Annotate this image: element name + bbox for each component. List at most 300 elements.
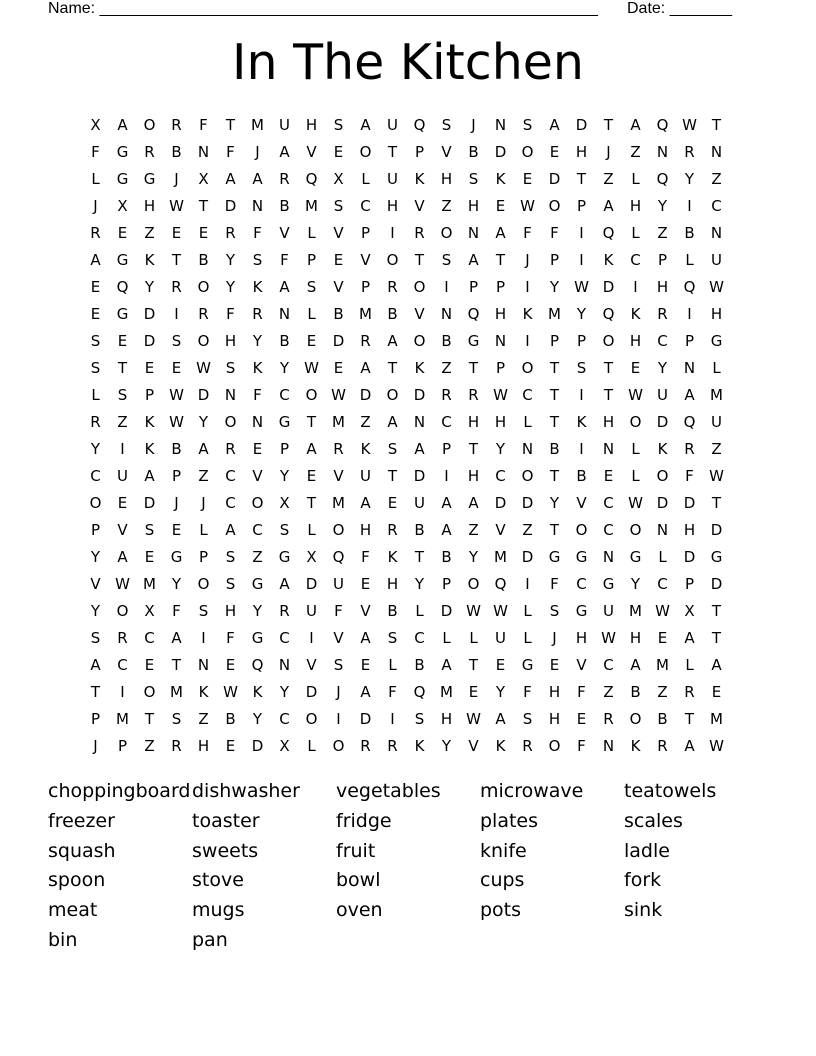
grid-letter: R [468, 385, 479, 404]
grid-letter: E [171, 223, 182, 242]
grid-letter: Z [441, 358, 452, 377]
word-bank-item: scales [624, 809, 683, 832]
grid-letter: J [174, 493, 179, 512]
grid-letter: R [171, 277, 182, 296]
grid-letter: Y [90, 439, 101, 458]
grid-letter: O [143, 115, 156, 134]
grid-letter: H [386, 196, 399, 215]
grid-letter: K [144, 412, 155, 431]
grid-letter: X [90, 115, 101, 134]
grid-letter: B [549, 439, 560, 458]
grid-letter: G [143, 169, 156, 188]
grid-letter: T [468, 439, 479, 458]
grid-letter: V [495, 520, 506, 539]
grid-letter: P [684, 331, 695, 350]
grid-letter: B [630, 682, 641, 701]
grid-letter: O [332, 736, 345, 755]
word-bank-item: sweets [192, 839, 259, 862]
grid-letter: L [91, 169, 100, 188]
grid-letter: F [685, 466, 694, 485]
word-bank-item: pots [480, 899, 522, 922]
grid-letter: Z [711, 439, 722, 458]
grid-letter: P [657, 250, 668, 269]
grid-letter: V [333, 628, 344, 647]
grid-letter: K [522, 304, 533, 323]
grid-letter: W [709, 277, 724, 296]
grid-letter: D [143, 493, 156, 512]
grid-letter: L [469, 628, 478, 647]
grid-letter: T [171, 655, 182, 674]
grid-letter: N [602, 736, 615, 755]
grid-letter: S [225, 547, 236, 566]
grid-letter: M [251, 115, 264, 134]
grid-letter: I [525, 277, 530, 296]
grid-letter: D [521, 493, 534, 512]
grid-letter: C [522, 385, 533, 404]
grid-letter: F [253, 223, 262, 242]
grid-letter: I [336, 709, 341, 728]
grid-letter: C [576, 574, 587, 593]
grid-letter: Y [657, 196, 668, 215]
grid-letter: Y [90, 601, 101, 620]
grid-letter: K [495, 736, 506, 755]
grid-letter: D [710, 574, 723, 593]
grid-letter: K [144, 439, 155, 458]
grid-letter: U [495, 628, 506, 647]
grid-letter: Y [684, 169, 695, 188]
grid-letter: O [440, 223, 453, 242]
grid-letter: Y [252, 331, 263, 350]
grid-letter: A [144, 466, 155, 485]
grid-letter: H [143, 196, 156, 215]
grid-letter: Z [468, 520, 479, 539]
grid-letter: E [549, 142, 560, 161]
grid-letter: B [684, 223, 695, 242]
grid-letter: O [521, 142, 534, 161]
grid-letter: O [629, 412, 642, 431]
grid-letter: R [684, 682, 695, 701]
grid-letter: W [331, 385, 346, 404]
grid-letter: T [495, 250, 506, 269]
grid-letter: H [467, 412, 480, 431]
grid-letter: I [579, 439, 584, 458]
grid-letter: G [521, 655, 534, 674]
grid-letter: L [307, 223, 316, 242]
grid-letter: T [144, 709, 155, 728]
grid-letter: A [630, 115, 641, 134]
grid-letter: S [171, 709, 182, 728]
grid-letter: N [602, 547, 615, 566]
grid-letter: Q [116, 277, 129, 296]
grid-letter: O [89, 493, 102, 512]
grid-letter: T [549, 520, 560, 539]
grid-letter: E [90, 277, 101, 296]
grid-letter: K [630, 736, 641, 755]
grid-letter: A [225, 520, 236, 539]
grid-letter: F [91, 142, 100, 161]
grid-letter: H [224, 601, 237, 620]
grid-letter: S [441, 115, 452, 134]
grid-letter: M [548, 304, 561, 323]
grid-letter: S [306, 277, 317, 296]
word-bank-item: choppingboard [48, 780, 191, 802]
grid-letter: H [575, 142, 588, 161]
grid-letter: E [576, 709, 587, 728]
grid-letter: G [548, 547, 561, 566]
grid-letter: P [468, 277, 479, 296]
grid-letter: R [657, 304, 668, 323]
grid-letter: C [657, 574, 668, 593]
grid-letter: I [174, 304, 179, 323]
grid-letter: H [710, 304, 723, 323]
grid-letter: N [278, 304, 291, 323]
grid-letter: V [90, 574, 101, 593]
grid-letter: O [548, 736, 561, 755]
grid-letter: V [468, 736, 479, 755]
grid-letter: X [333, 169, 344, 188]
grid-letter: E [144, 547, 155, 566]
grid-letter: Q [602, 304, 615, 323]
grid-letter: G [116, 304, 129, 323]
grid-letter: S [549, 601, 560, 620]
word-bank-item: squash [48, 839, 116, 862]
grid-letter: P [684, 574, 695, 593]
grid-letter: E [171, 358, 182, 377]
grid-letter: E [630, 358, 641, 377]
grid-letter: H [440, 169, 453, 188]
grid-letter: O [305, 709, 318, 728]
grid-letter: T [198, 196, 209, 215]
grid-letter: L [307, 304, 316, 323]
grid-letter: E [549, 655, 560, 674]
grid-letter: T [90, 682, 101, 701]
grid-letter: O [629, 709, 642, 728]
grid-letter: T [684, 709, 695, 728]
grid-letter: L [631, 466, 640, 485]
grid-letter: A [684, 736, 695, 755]
grid-letter: Z [198, 466, 209, 485]
grid-letter: S [387, 628, 398, 647]
grid-letter: U [387, 169, 398, 188]
grid-letter: C [279, 628, 290, 647]
grid-letter: H [305, 115, 318, 134]
grid-letter: J [525, 250, 530, 269]
grid-letter: A [90, 655, 101, 674]
grid-letter: A [90, 250, 101, 269]
grid-letter: W [304, 358, 319, 377]
grid-letter: L [199, 520, 208, 539]
word-bank-item: bin [48, 928, 78, 951]
grid-letter: S [225, 574, 236, 593]
grid-letter: O [359, 142, 372, 161]
grid-letter: X [306, 547, 317, 566]
grid-letter: A [549, 115, 560, 134]
grid-letter: E [387, 493, 398, 512]
grid-letter: Y [144, 277, 155, 296]
grid-letter: A [279, 142, 290, 161]
grid-letter: Q [251, 655, 264, 674]
grid-letter: B [387, 304, 398, 323]
grid-letter: A [441, 520, 452, 539]
grid-letter: D [359, 385, 372, 404]
grid-letter: D [548, 169, 561, 188]
word-bank-item: spoon [48, 869, 106, 892]
grid-letter: S [252, 250, 263, 269]
grid-letter: K [252, 277, 263, 296]
word-bank-item: plates [480, 809, 539, 832]
grid-letter: R [522, 736, 533, 755]
grid-letter: S [522, 709, 533, 728]
grid-letter: J [93, 736, 98, 755]
grid-letter: G [602, 574, 615, 593]
grid-letter: N [494, 331, 507, 350]
grid-letter: N [197, 655, 210, 674]
grid-letter: Q [683, 412, 696, 431]
grid-letter: K [495, 169, 506, 188]
grid-letter: I [390, 223, 395, 242]
grid-letter: H [359, 520, 372, 539]
grid-letter: T [603, 358, 614, 377]
grid-letter: N [413, 412, 426, 431]
grid-letter: K [198, 682, 209, 701]
grid-letter: M [629, 601, 642, 620]
grid-letter: L [685, 250, 694, 269]
grid-letter: R [171, 115, 182, 134]
grid-letter: Z [144, 736, 155, 755]
grid-letter: B [414, 655, 425, 674]
grid-letter: T [549, 466, 560, 485]
grid-letter: R [360, 331, 371, 350]
grid-letter: I [120, 439, 125, 458]
grid-letter: R [117, 628, 128, 647]
grid-letter: Q [413, 682, 426, 701]
grid-letter: J [552, 628, 557, 647]
grid-letter: A [684, 628, 695, 647]
grid-letter: X [684, 601, 695, 620]
grid-letter: D [143, 304, 156, 323]
grid-letter: F [550, 574, 559, 593]
grid-letter: L [631, 439, 640, 458]
word-bank-item: fridge [336, 809, 392, 832]
grid-letter: J [255, 142, 260, 161]
grid-letter: P [90, 709, 101, 728]
grid-letter: F [226, 304, 235, 323]
grid-letter: R [144, 142, 155, 161]
grid-letter: B [198, 250, 209, 269]
grid-letter: E [333, 250, 344, 269]
grid-letter: O [251, 493, 264, 512]
grid-letter: A [630, 655, 641, 674]
grid-letter: R [657, 736, 668, 755]
grid-letter: Z [603, 682, 614, 701]
grid-letter: M [710, 385, 723, 404]
grid-letter: E [522, 169, 533, 188]
grid-letter: O [197, 574, 210, 593]
grid-letter: W [493, 385, 508, 404]
grid-letter: Q [413, 115, 426, 134]
grid-letter: U [603, 601, 614, 620]
grid-letter: C [657, 331, 668, 350]
grid-letter: P [549, 331, 560, 350]
grid-letter: T [711, 493, 722, 512]
grid-letter: C [279, 385, 290, 404]
grid-letter: W [115, 574, 130, 593]
grid-letter: S [171, 331, 182, 350]
grid-letter: Y [549, 493, 560, 512]
grid-letter: W [520, 196, 535, 215]
grid-letter: S [90, 358, 101, 377]
grid-letter: I [309, 628, 314, 647]
grid-letter: D [332, 331, 345, 350]
word-bank-item: cups [480, 869, 525, 892]
grid-letter: V [414, 196, 425, 215]
grid-letter: M [332, 493, 345, 512]
grid-letter: E [603, 466, 614, 485]
word-bank-item: stove [192, 869, 244, 892]
grid-letter: E [711, 682, 722, 701]
word-bank-item: fork [624, 869, 662, 892]
grid-letter: K [387, 547, 398, 566]
grid-letter: R [252, 304, 263, 323]
grid-letter: C [225, 466, 236, 485]
grid-letter: W [169, 385, 184, 404]
grid-letter: R [387, 736, 398, 755]
grid-letter: R [333, 439, 344, 458]
grid-letter: I [525, 331, 530, 350]
grid-letter: T [171, 250, 182, 269]
grid-letter: U [306, 601, 317, 620]
grid-letter: T [549, 385, 560, 404]
grid-letter: N [710, 223, 723, 242]
grid-letter: I [120, 682, 125, 701]
grid-letter: T [576, 169, 587, 188]
grid-letter: O [413, 331, 426, 350]
grid-letter: T [414, 547, 425, 566]
grid-letter: O [386, 250, 399, 269]
grid-letter: R [279, 601, 290, 620]
grid-letter: H [629, 331, 642, 350]
grid-letter: P [576, 331, 587, 350]
grid-letter: S [387, 439, 398, 458]
grid-letter: E [117, 331, 128, 350]
grid-letter: O [575, 520, 588, 539]
grid-letter: O [467, 574, 480, 593]
grid-letter: N [494, 115, 507, 134]
grid-letter: O [386, 385, 399, 404]
grid-letter: R [171, 736, 182, 755]
grid-letter: F [334, 601, 343, 620]
grid-letter: R [387, 520, 398, 539]
grid-letter: Y [495, 439, 506, 458]
grid-letter: E [468, 682, 479, 701]
grid-letter: K [414, 736, 425, 755]
grid-letter: A [495, 709, 506, 728]
grid-letter: T [387, 466, 398, 485]
grid-letter: F [253, 385, 262, 404]
grid-letter: E [144, 358, 155, 377]
grid-letter: A [387, 412, 398, 431]
grid-letter: A [711, 655, 722, 674]
grid-letter: P [360, 223, 371, 242]
grid-letter: R [225, 439, 236, 458]
grid-letter: B [387, 601, 398, 620]
grid-letter: E [495, 655, 506, 674]
grid-letter: A [252, 169, 263, 188]
grid-letter: Q [656, 115, 669, 134]
grid-letter: J [471, 115, 476, 134]
grid-letter: T [549, 358, 560, 377]
grid-letter: D [521, 547, 534, 566]
grid-letter: G [467, 331, 480, 350]
grid-letter: S [198, 601, 209, 620]
grid-letter: B [279, 196, 290, 215]
grid-letter: W [466, 709, 481, 728]
grid-letter: C [279, 709, 290, 728]
grid-letter: Z [117, 412, 128, 431]
grid-letter: E [225, 655, 236, 674]
grid-letter: D [359, 709, 372, 728]
grid-letter: G [629, 547, 642, 566]
grid-letter: S [576, 358, 587, 377]
grid-letter: K [252, 682, 263, 701]
grid-letter: P [144, 385, 155, 404]
grid-letter: F [361, 547, 370, 566]
grid-letter: F [550, 223, 559, 242]
grid-letter: Y [171, 574, 182, 593]
grid-letter: S [414, 709, 425, 728]
grid-letter: G [251, 574, 264, 593]
grid-letter: D [683, 493, 696, 512]
grid-letter: Y [279, 466, 290, 485]
grid-letter: N [467, 223, 480, 242]
grid-letter: B [576, 466, 587, 485]
grid-letter: N [521, 439, 534, 458]
grid-letter: Y [657, 358, 668, 377]
grid-letter: N [440, 304, 453, 323]
grid-letter: L [307, 520, 316, 539]
grid-letter: V [333, 466, 344, 485]
grid-letter: H [386, 574, 399, 593]
grid-letter: E [252, 439, 263, 458]
grid-letter: D [305, 574, 318, 593]
grid-letter: N [278, 655, 291, 674]
grid-letter: F [280, 250, 289, 269]
grid-letter: F [388, 682, 397, 701]
grid-letter: K [252, 358, 263, 377]
word-bank-item: teatowels [624, 780, 717, 802]
grid-letter: A [360, 115, 371, 134]
grid-letter: D [575, 115, 588, 134]
grid-letter: H [467, 466, 480, 485]
grid-letter: G [710, 331, 723, 350]
grid-letter: O [332, 520, 345, 539]
grid-letter: H [602, 412, 615, 431]
grid-letter: R [279, 169, 290, 188]
grid-letter: C [495, 466, 506, 485]
grid-letter: K [657, 439, 668, 458]
grid-letter: W [682, 115, 697, 134]
grid-letter: W [628, 493, 643, 512]
grid-letter: E [657, 628, 668, 647]
grid-letter: E [306, 466, 317, 485]
grid-letter: E [306, 331, 317, 350]
grid-letter: W [628, 385, 643, 404]
grid-letter: A [468, 250, 479, 269]
grid-letter: B [468, 142, 479, 161]
grid-letter: F [577, 736, 586, 755]
grid-letter: Y [414, 574, 425, 593]
grid-letter: S [333, 196, 344, 215]
